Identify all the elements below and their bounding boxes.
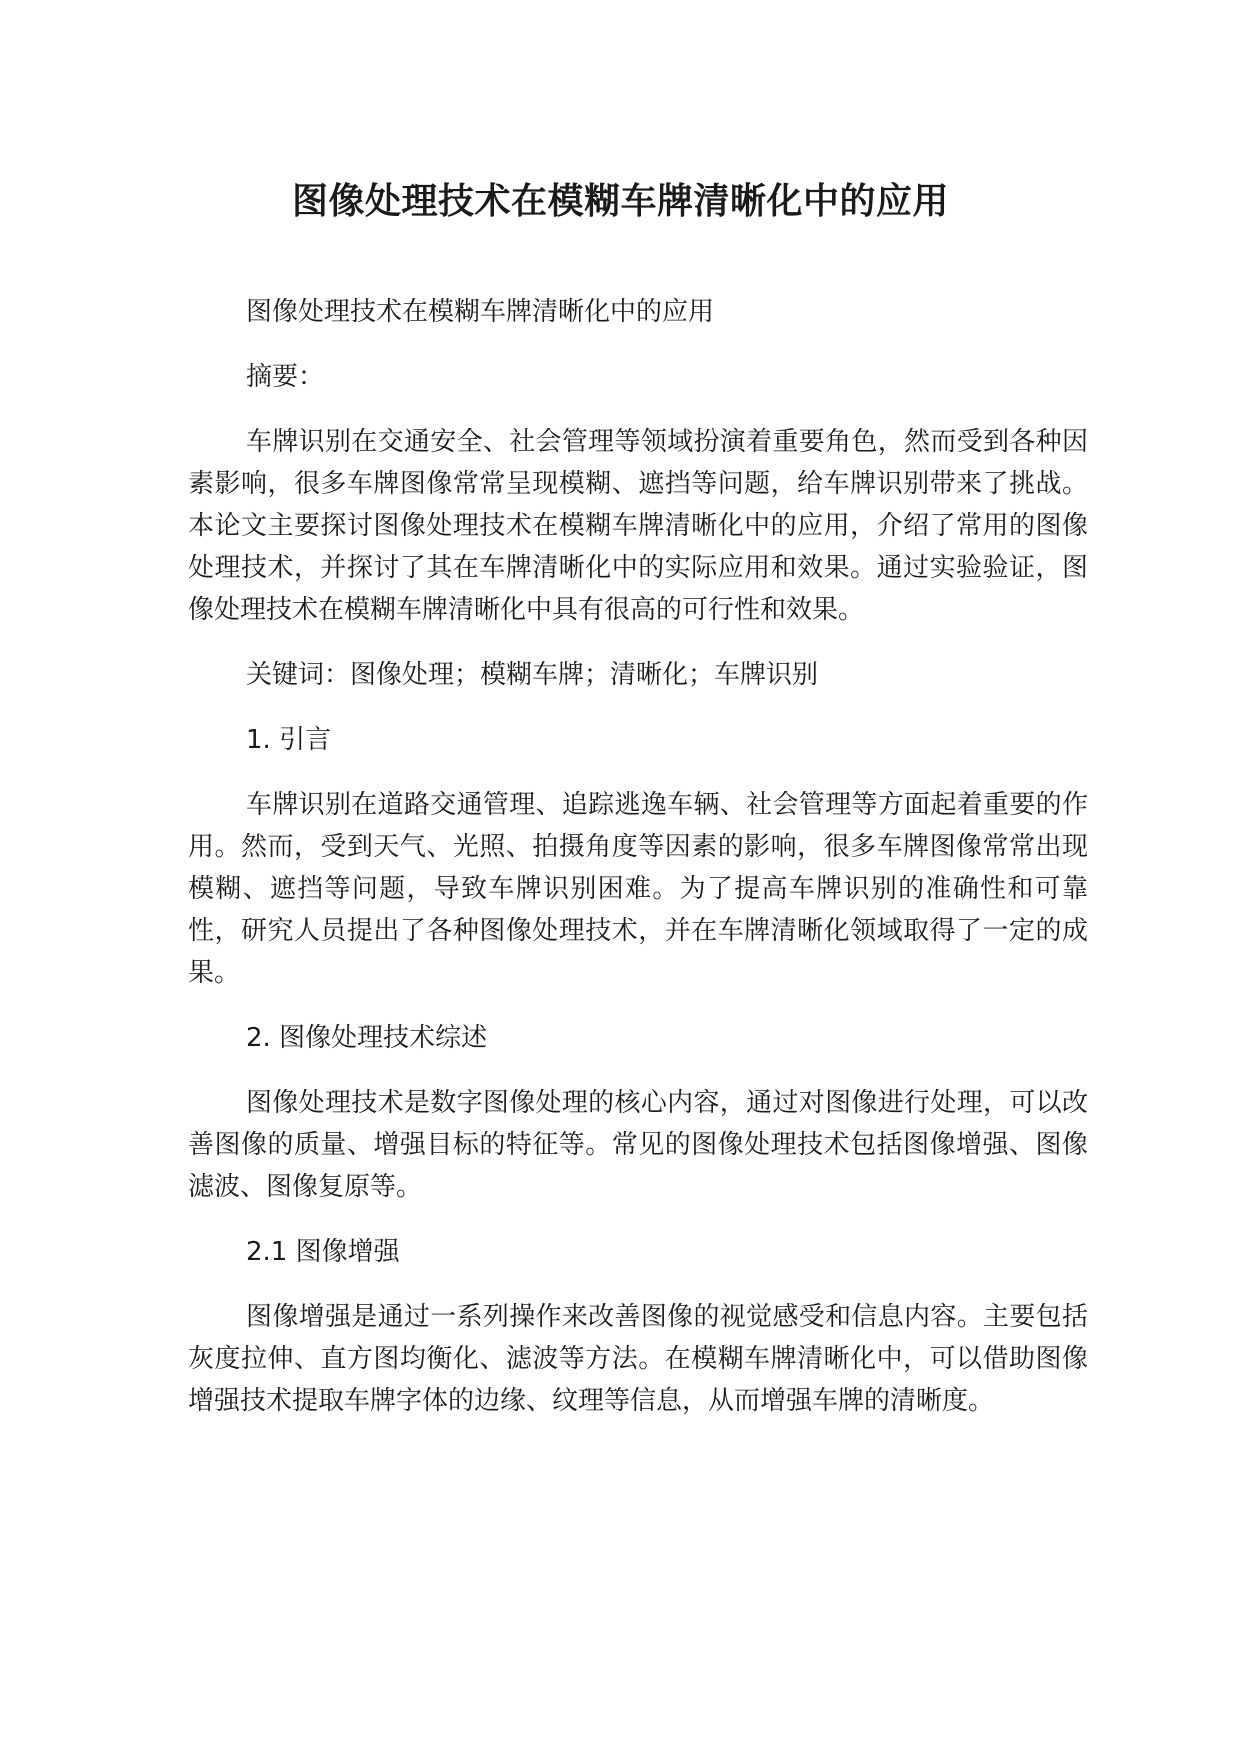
section-2-1-paragraph: 图像增强是通过一系列操作来改善图像的视觉感受和信息内容。主要包括灰度拉伸、直方图均衡化、滤波等方法。在模糊车牌清晰化中，可以借助图像增强技术提取车牌字体的边缘、纹理等信息，从而增强车牌的清晰度。 — [188, 1302, 1088, 1416]
section-1-heading: 1. 引言 — [246, 725, 332, 755]
section-2-paragraph: 图像处理技术是数字图像处理的核心内容，通过对图像进行处理，可以改善图像的质量、增强目标的特征等。常见的图像处理技术包括图像增强、图像滤波、图像复原等。 — [188, 1088, 1088, 1202]
abstract-paragraph: 车牌识别在交通安全、社会管理等领域扮演着重要角色，然而受到各种因素影响，很多车牌图像常常呈现模糊、遮挡等问题，给车牌识别带来了挑战。本论文主要探讨图像处理技术在模糊车牌清晰化中的应用，介绍了常用的图像处理技术，并探讨了其在车牌清晰化中的实际应用和效果。通过实验验证，图像处理技术在模糊车牌清晰化中具有很高的可行性和效果。 — [188, 427, 1088, 625]
document-title: 图像处理技术在模糊车牌清晰化中的应用 — [291, 181, 949, 222]
section-2-1-heading: 2.1 图像增强 — [246, 1237, 400, 1267]
subtitle: 图像处理技术在模糊车牌清晰化中的应用 — [246, 297, 715, 327]
document-body — [188, 291, 1088, 1445]
keywords: 关键词：图像处理；模糊车牌；清晰化；车牌识别 — [246, 660, 819, 690]
abstract-label: 摘要： — [246, 362, 325, 392]
section-2-heading: 2. 图像处理技术综述 — [246, 1023, 488, 1053]
section-1-paragraph: 车牌识别在道路交通管理、追踪逃逸车辆、社会管理等方面起着重要的作用。然而，受到天气、光照、拍摄角度等因素的影响，很多车牌图像常常出现模糊、遮挡等问题，导致车牌识别困难。为了提高车牌识别的准确性和可靠性，研究人员提出了各种图像处理技术，并在车牌清晰化领域取得了一定的成果。 — [188, 790, 1088, 988]
